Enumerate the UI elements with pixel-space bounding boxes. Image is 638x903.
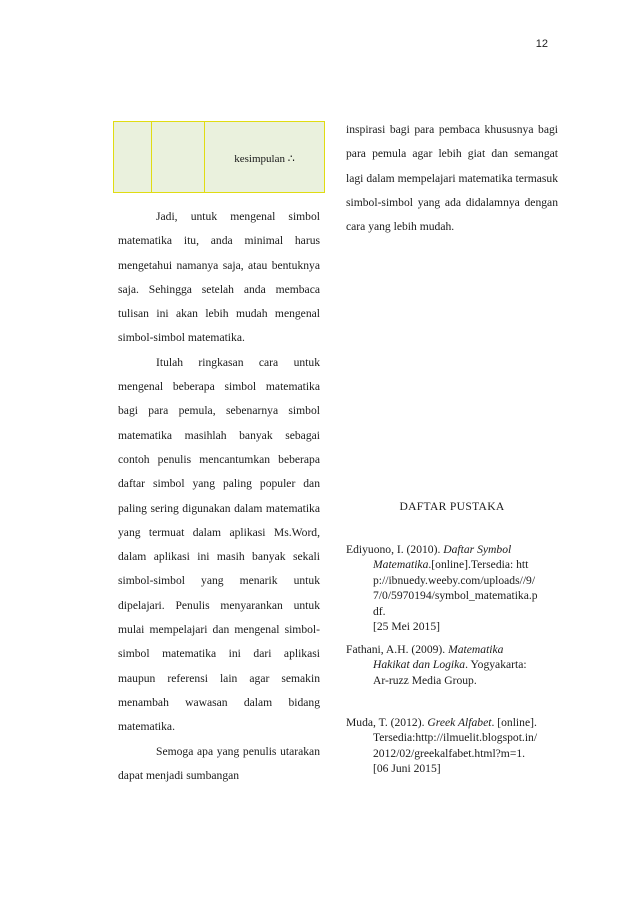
page-number: 12 (535, 38, 548, 50)
bibliography-entry-2 (346, 642, 542, 688)
table-cell-empty-1 (114, 122, 152, 193)
entry-author: Ediyuono, I. (2010). (346, 543, 441, 556)
entry-author: Muda, T. (2012). (346, 716, 425, 729)
entry-source: . Yogyakarta: Ar-ruzz Media Group. (373, 658, 527, 687)
table-cell-conclusion: kesimpulan ∴ (205, 122, 325, 193)
entry-source: .[online].Tersedia: http://ibnuedy.weeby.com/uploads//9/7/0/5970194/symbol_matematika.pdf. (373, 558, 538, 618)
table-fragment (113, 121, 325, 193)
bibliography-entry-1 (346, 542, 542, 634)
entry-title: Daftar Symbol Matematika (373, 543, 512, 572)
bibliography-heading: DAFTAR PUSTAKA (399, 500, 505, 513)
paragraph-continued: inspirasi bagi para pembaca khususnya bagi para pemula agar lebih giat dan semangat lagi dalam mempelajari matematika termasuk simbol-simbol yang ada didalamnya dengan cara yang lebih mudah. (346, 123, 558, 234)
paragraph-1: Jadi, untuk mengenal simbol matematika itu, anda minimal harus mengetahui namanya saja, atau bentuknya saja. Sehingga setelah anda membaca tulisan ini akan lebih mudah mengenal simbol-simbol matematika. (118, 210, 320, 345)
entry-author: Fathani, A.H. (2009). (346, 643, 446, 656)
right-column (346, 118, 558, 239)
entry-access-date: [25 Mei 2015] (373, 620, 440, 634)
entry-access-date: [06 Juni 2015] (373, 762, 441, 776)
table-cell-empty-2 (152, 122, 205, 193)
left-column (118, 205, 320, 788)
entry-title: Greek Alfabet (427, 716, 492, 729)
entry-title: Matematika Hakikat dan Logika (373, 643, 504, 672)
bibliography-entry-3 (346, 715, 542, 777)
paragraph-2: Itulah ringkasan cara untuk mengenal beberapa simbol matematika bagi para pemula, sebenarnya simbol matematika masihlah banyak sebagai contoh penulis mencantumkan beberapa daftar simbol yang paling populer dan paling sering digunakan dalam matematika yang termuat dalam aplikasi Ms.Word, dalam aplikasi ini masih banyak sekali simbol-simbol yang menarik untuk dipelajari. Penulis menyarankan untuk mulai mempelajari dan mengenal simbol-simbol matematika ini dari aplikasi maupun referensi lain agar semakin menambah wawasan dalam bidang matematika. (118, 355, 320, 734)
table-row (114, 122, 325, 193)
entry-source: . [online].Tersedia:http://ilmuelit.blogspot.in/2012/02/greekalfabet.html?m=1. (373, 716, 538, 760)
paragraph-3: Semoga apa yang penulis utarakan dapat menjadi sumbangan (118, 744, 320, 782)
